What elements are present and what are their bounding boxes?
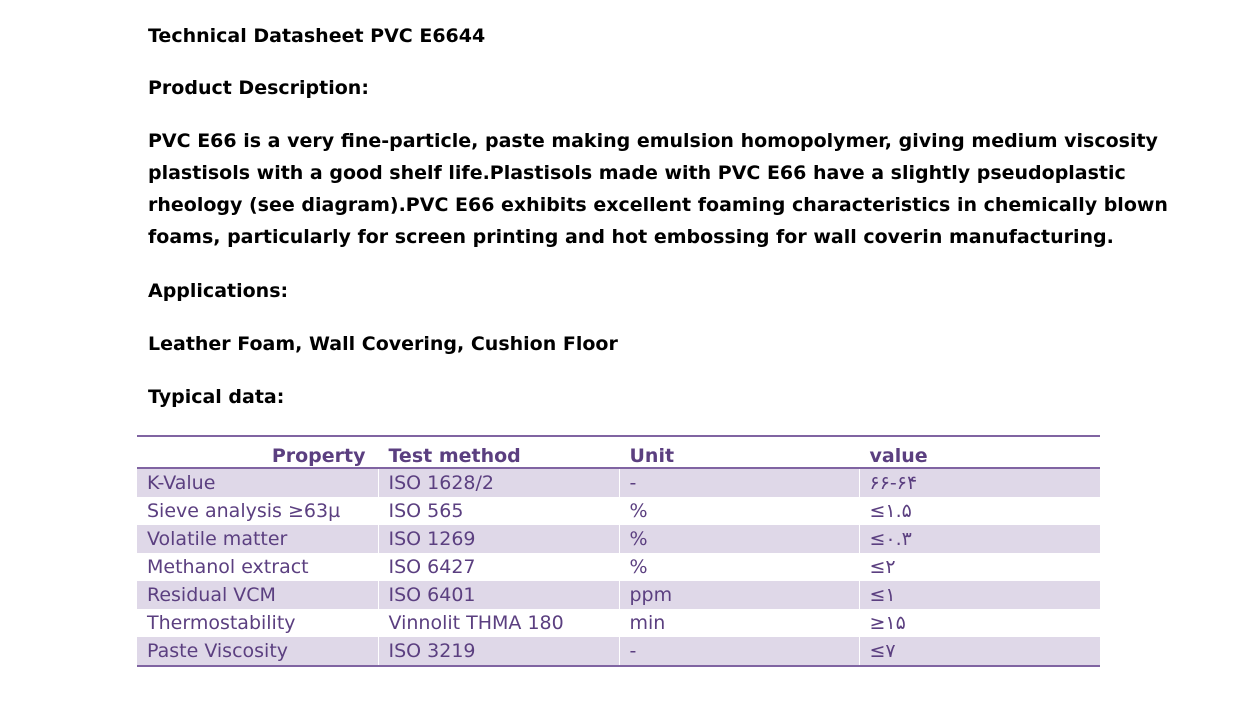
table-row xyxy=(137,637,1100,666)
cell-unit: - xyxy=(619,468,859,497)
cell-unit: % xyxy=(619,553,859,581)
description-line: rheology (see diagram).PVC E66 exhibits excellent foaming characteristics in chemically blown xyxy=(148,194,1168,216)
cell-value: ≤۰.۳ xyxy=(859,525,1100,553)
typical-data-table xyxy=(137,435,1100,667)
cell-unit: % xyxy=(619,497,859,525)
header-value: value xyxy=(859,436,1100,468)
description-line: PVC E66 is a very fine-particle, paste making emulsion homopolymer, giving medium viscosity xyxy=(148,130,1158,152)
cell-value: ≥۱۵ xyxy=(859,609,1100,637)
applications-list: Leather Foam, Wall Covering, Cushion Floor xyxy=(148,333,618,355)
header-unit: Unit xyxy=(619,436,859,468)
cell-unit: - xyxy=(619,637,859,666)
table-row xyxy=(137,468,1100,497)
cell-test-method: ISO 6427 xyxy=(378,553,619,581)
description-line: plastisols with a good shelf life.Plastisols made with PVC E66 have a slightly pseudoplastic xyxy=(148,162,1126,184)
cell-test-method: ISO 3219 xyxy=(378,637,619,666)
table-row xyxy=(137,497,1100,525)
cell-property: K-Value xyxy=(147,472,216,494)
cell-unit: ppm xyxy=(619,581,859,609)
cell-test-method: ISO 6401 xyxy=(378,581,619,609)
header-test-method: Test method xyxy=(378,436,619,468)
cell-test-method: ISO 1269 xyxy=(378,525,619,553)
cell-value: ۶۶-۶۴ xyxy=(859,468,1100,497)
cell-property: Volatile matter xyxy=(147,528,288,550)
cell-value: ≤۷ xyxy=(859,637,1100,666)
header-property: Property xyxy=(271,445,366,467)
cell-property: Thermostability xyxy=(147,612,296,634)
typical-data-heading: Typical data: xyxy=(148,386,285,408)
cell-property: Residual VCM xyxy=(147,584,276,606)
cell-value: ≤۲ xyxy=(859,553,1100,581)
cell-property: Methanol extract xyxy=(147,556,309,578)
cell-value: ≤۱.۵ xyxy=(859,497,1100,525)
document-title: Technical Datasheet PVC E6644 xyxy=(148,25,486,47)
cell-property: Sieve analysis ≥63µ xyxy=(147,500,341,522)
table-header-row xyxy=(137,436,1100,468)
cell-value: ≤۱ xyxy=(859,581,1100,609)
table-row xyxy=(137,525,1100,553)
cell-test-method: ISO 1628/2 xyxy=(378,468,619,497)
description-body xyxy=(148,125,1168,253)
cell-property: Paste Viscosity xyxy=(147,640,289,662)
cell-unit: min xyxy=(619,609,859,637)
applications-heading: Applications: xyxy=(148,280,289,302)
cell-test-method: ISO 565 xyxy=(378,497,619,525)
table-row xyxy=(137,609,1100,637)
description-line: foams, particularly for screen printing and hot embossing for wall coverin manufacturing. xyxy=(148,226,1114,248)
table-row xyxy=(137,581,1100,609)
table-row xyxy=(137,553,1100,581)
cell-unit: % xyxy=(619,525,859,553)
cell-test-method: Vinnolit THMA 180 xyxy=(378,609,619,637)
description-heading: Product Description: xyxy=(148,77,369,99)
